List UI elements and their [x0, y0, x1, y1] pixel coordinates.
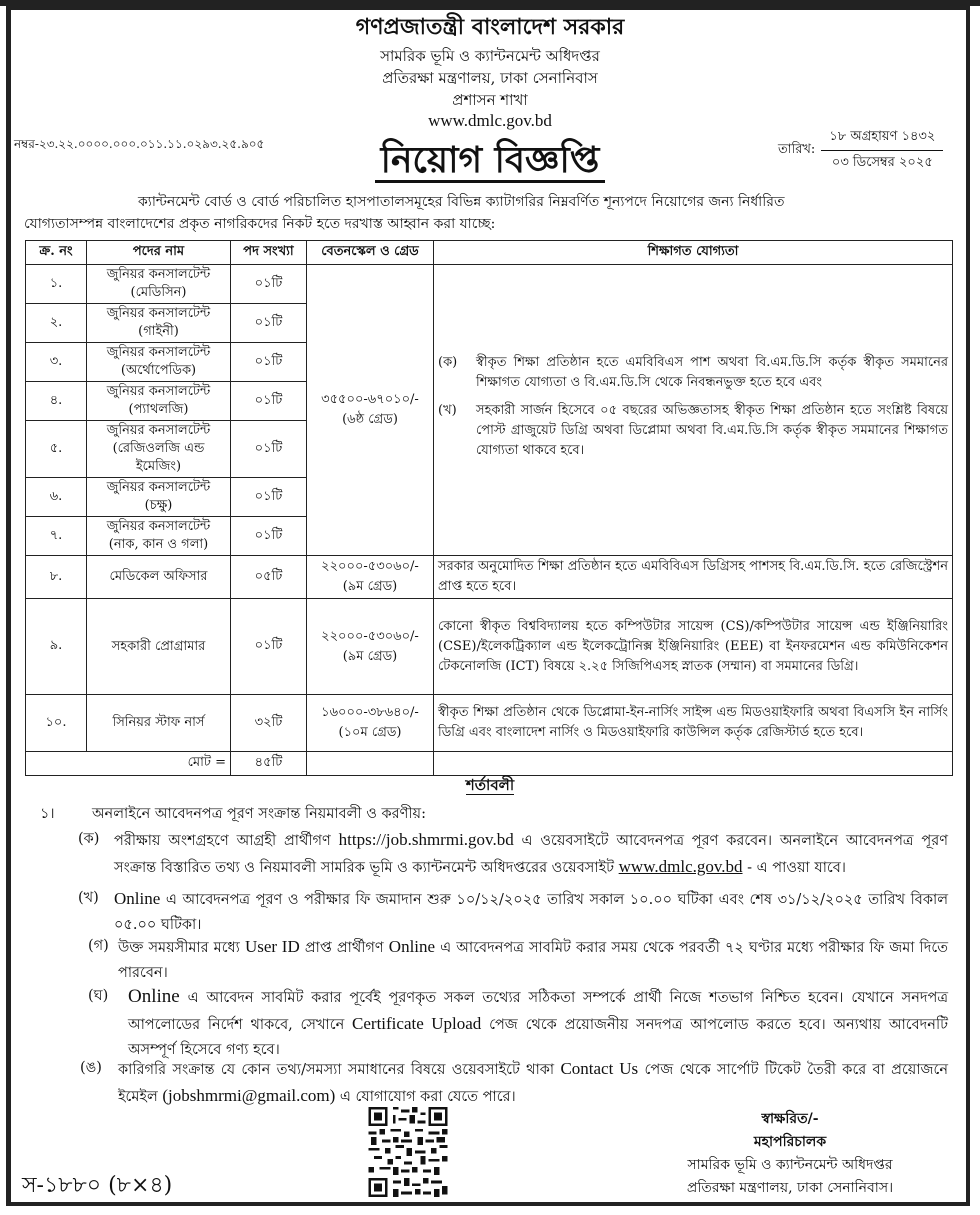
serial: ৫.: [26, 421, 87, 478]
website-link[interactable]: www.dmlc.gov.bd: [428, 111, 552, 130]
term-label: (গ): [88, 938, 109, 954]
dmlc-website-link[interactable]: www.dmlc.gov.bd: [618, 857, 743, 876]
qualification-label: (ক): [438, 355, 458, 370]
pay-scale-cell: [307, 695, 434, 752]
pay-scale-cell: [307, 556, 434, 599]
text: উক্ত সময়সীমার মধ্যে: [118, 940, 245, 956]
text: পরীক্ষায় অংশগ্রহণে আগ্রহী প্রার্থীগণ: [114, 833, 339, 849]
post-name: সহকারী প্রোগ্রামার: [87, 599, 231, 695]
col-post-count: পদ সংখ্যা: [231, 241, 307, 265]
post-count: ০১টি: [231, 304, 307, 343]
branch-name: প্রশাসন শাখা: [452, 91, 528, 109]
text: Online: [114, 889, 161, 908]
post-name: জুনিয়র কনসালটেন্ট (অর্থোপেডিক): [87, 343, 231, 382]
grade: (৯ম গ্রেড): [342, 579, 398, 594]
text: প্রাপ্ত প্রার্থীগণ: [299, 940, 389, 956]
text: Contact Us: [560, 1059, 639, 1078]
department-name: সামরিক ভূমি ও ক্যান্টনমেন্ট অধিদপ্তর: [380, 47, 600, 65]
term-umo-text: [80, 1056, 948, 1110]
date-bangla: ১৮ অগ্রহায়ণ ১৪৩২: [821, 127, 943, 151]
text: User ID: [244, 937, 300, 956]
serial: ৮.: [26, 556, 87, 599]
qualification: স্বীকৃত শিক্ষা প্রতিষ্ঠান থেকে ডিপ্লোমা-ইন-নার্সিং সাইন্স এন্ড মিডওয়াইফারি অথবা বিএসসি ইন নার্সিং ডিগ্রি এবং বাংলাদেশ নার্সিং ও মিডওয়াইফারি কাউন্সিল কর্তৃক রেজিস্টার্ড হতে হবে।: [434, 695, 953, 752]
serial: ৪.: [26, 382, 87, 421]
signatory-ministry: প্রতিরক্ষা মন্ত্রণালয়, ঢাকা সেনানিবাস।: [686, 1180, 894, 1196]
pay-scale: ২২০০০-৫৩০৬০/-: [321, 628, 419, 644]
term-label: (খ): [78, 890, 99, 906]
vacancy-table: [25, 240, 953, 776]
support-email-link[interactable]: (jobshmrmi@gmail.com): [162, 1086, 336, 1105]
terms-title-wrap: [0, 774, 980, 799]
grade: (১০ম গ্রেড): [338, 725, 402, 740]
qualification-text: স্বীকৃত শিক্ষা প্রতিষ্ঠান হতে এমবিবিএস পাশ অথবা বি.এম.ডি.সি কর্তৃক স্বীকৃত সমমানের শিক্ষাগত যোগ্যতা ও বি.এম.ডি.সি থেকে নিবন্ধনভুক্ত হতে হবে এবং: [476, 355, 948, 390]
term-1: [40, 802, 940, 827]
col-post-name: পদের নাম: [87, 241, 231, 265]
term-label: (ক): [78, 831, 100, 847]
print-code: স-১৮৮০ (৮×৪): [22, 1173, 173, 1198]
ministry-name: প্রতিরক্ষা মন্ত্রণালয়, ঢাকা সেনানিবাস: [382, 69, 598, 87]
signatory-department: সামরিক ভূমি ও ক্যান্টনমেন্ট অধিদপ্তর: [687, 1157, 893, 1173]
serial: ৬.: [26, 478, 87, 517]
post-count: ০১টি: [231, 265, 307, 304]
intro-line-2: যোগ্যতাসম্পন্ন বাংলাদেশের প্রকৃত নাগরিকদের নিকট হতে দরখাস্ত আহ্বান করা যাচ্ছে:: [24, 216, 496, 232]
term-kha-text: [78, 886, 948, 938]
table-row: [26, 599, 953, 695]
col-qualification: শিক্ষাগত যোগ্যতা: [434, 241, 953, 265]
pay-scale-cell: [307, 599, 434, 695]
post-count: ০১টি: [231, 382, 307, 421]
table-row: [26, 695, 953, 752]
empty-cell: [307, 752, 434, 776]
text: এ আবেদন সাবমিট করার পূর্বেই পূরণকৃত সকল তথ্যের সঠিকতা সম্পর্কে প্রার্থী নিজে শতভাগ নিশ্চিত হবেন। যেখানে সনদপত্র আপলোডের নির্দেশ থাকবে, সেখানে: [128, 990, 948, 1033]
post-count: ০১টি: [231, 478, 307, 517]
notice-title-wrap: [0, 139, 980, 183]
term-ga-text: [88, 934, 948, 986]
pay-scale: ১৬০০০-৩৮৬৪০/-: [321, 705, 419, 720]
serial: ৯.: [26, 599, 87, 695]
qualification-label: (খ): [438, 403, 457, 418]
notice-title: নিয়োগ বিজ্ঞপ্তি: [375, 142, 606, 183]
post-count: ০১টি: [231, 421, 307, 478]
text: এ আবেদনপত্র সাবমিট করার সময় থেকে পরবর্তী ৭২ ঘণ্টার মধ্যে পরীক্ষার ফি জমা দিতে পারবেন।: [118, 940, 949, 981]
col-serial: ক্র. নং: [26, 241, 87, 265]
empty-cell: [434, 752, 953, 776]
term-1-title: অনলাইনে আবেদনপত্র পূরণ সংক্রান্ত নিয়মাবলী ও করণীয়:: [92, 806, 426, 822]
serial: ৭.: [26, 517, 87, 556]
text: - এ পাওয়া যাবে।: [742, 860, 846, 876]
signed-label: স্বাক্ষরিত/-: [761, 1111, 819, 1127]
post-name: জুনিয়র কনসালটেন্ট (প্যাথলজি): [87, 382, 231, 421]
government-title: গণপ্রজাতন্ত্রী বাংলাদেশ সরকার: [355, 14, 625, 40]
qualification-item: [438, 401, 948, 461]
text: Certificate Upload: [352, 1014, 482, 1033]
text: এ আবেদনপত্র পূরণ ও পরীক্ষার ফি জমাদান শুরু ১০/১২/২০২৫ তারিখ সকাল ১০.০০ ঘটিকা এবং শেষ ৩১/১২/২০২৫ তারিখ বিকাল ০৫.০০ ঘটিকা।: [114, 892, 948, 933]
table-row: [26, 265, 953, 304]
post-count: ০১টি: [231, 343, 307, 382]
signatory-designation: মহাপরিচালক: [753, 1134, 827, 1150]
post-name: জুনিয়র কনসালটেন্ট (রেজিওলজি এন্ড ইমেজিং): [87, 421, 231, 478]
date-english: ০৩ ডিসেম্বর ২০২৫: [831, 155, 933, 170]
total-row: [26, 752, 953, 776]
date-label: তারিখ:: [778, 142, 816, 157]
pay-scale: ২২০০০-৫৩০৬০/-: [321, 559, 419, 574]
post-name: জুনিয়র কনসালটেন্ট (গাইনী): [87, 304, 231, 343]
serial: ১.: [26, 265, 87, 304]
table-row: [26, 556, 953, 599]
pay-scale: ৩৫৫০০-৬৭০১০/-: [321, 392, 419, 407]
serial: ৩.: [26, 343, 87, 382]
term-number: ১।: [40, 806, 55, 822]
term-kha: [78, 886, 948, 938]
terms-title: শর্তাবলী: [465, 776, 515, 794]
post-name: জুনিয়র কনসালটেন্ট (মেডিসিন): [87, 265, 231, 304]
term-label: (ঘ): [88, 988, 109, 1004]
text: Online: [388, 937, 436, 956]
qualification: সরকার অনুমোদিত শিক্ষা প্রতিষ্ঠান হতে এমবিবিএস ডিগ্রিসহ পাশসহ বি.এম.ডি.সি. হতে রেজিস্ট্রেশন প্রাপ্ত হতে হবে।: [434, 556, 953, 599]
post-count: ০১টি: [231, 517, 307, 556]
qualification-text: সহকারী সার্জন হিসেবে ০৫ বছরের অভিজ্ঞতাসহ স্বীকৃত শিক্ষা প্রতিষ্ঠান হতে সংশ্লিষ্ট বিষয়ে পোস্ট গ্রাজুয়েট ডিগ্রি অথবা ডিপ্লোমা অথবা বি.এম.ডি.সি কর্তৃক স্বীকৃত সমমানের শিক্ষাগত যোগ্যতা থাকবে হবে।: [476, 403, 948, 458]
qualification-group1: [434, 265, 953, 556]
text: কারিগরি সংক্রান্ত যে কোন তথ্য/সমস্যা সমাধানের বিষয়ে ওয়েবসাইটে থাকা: [118, 1062, 561, 1078]
post-count: ০১টি: [231, 599, 307, 695]
text: পেজ থেকে সার্পোট টিকেট তৈরী করে বা প্রয়োজনে ইমেইল: [118, 1062, 948, 1105]
table-header-row: [26, 241, 953, 265]
total-label: মোট =: [26, 752, 231, 776]
qualification: কোনো স্বীকৃত বিশ্ববিদ্যালয় হতে কম্পিউটার সায়েন্স (CS)/কম্পিউটার সায়েন্স এন্ড ইঞ্জিনিয়ারিং (CSE)/ইলেকট্রিক্যাল এন্ড ইলেকট্রোনিক্স ইঞ্জিনিয়ারিং (EEE) বা ইনফরমেশন এন্ড কমিউনিকেশন টেকনোলজি (ICT) বিষয়ে ২.২৫ সিজিপিএসহ স্নাতক (সম্মান) বা সমমানের ডিগ্রি।: [434, 599, 953, 695]
total-count: ৪৫টি: [231, 752, 307, 776]
qr-code-icon[interactable]: [368, 1107, 448, 1197]
signature-block: [640, 1108, 940, 1200]
post-name: মেডিকেল অফিসার: [87, 556, 231, 599]
post-name: জুনিয়র কনসালটেন্ট (নাক, কান ও গলা): [87, 517, 231, 556]
intro-paragraph: [24, 191, 954, 235]
memo-number: নম্বর-২৩.২২.০০০০.০০০.০১১.১১.০২৯৩.২৫.৯০৫: [14, 137, 265, 151]
term-gha-text: [88, 984, 948, 1063]
post-name: সিনিয়র স্টাফ নার্স: [87, 695, 231, 752]
grade: (৯ম গ্রেড): [342, 648, 398, 664]
serial: ১০.: [26, 695, 87, 752]
serial: ২.: [26, 304, 87, 343]
intro-line-1: ক্যান্টনমেন্ট বোর্ড ও বোর্ড পরিচালিত হাসপাতালসমূহের বিভিন্ন ক্যাটাগরির নিম্নবর্ণিত শূন্যপদে নিয়োগের জন্য নির্ধারিত: [138, 194, 785, 210]
text: এ ওয়েবসাইটে আবেদনপত্র পূরণ করবেন। অনলাইনে আবেদনপত্র পূরণ সংক্রান্ত বিস্তারিত তথ্য ও নিয়মাবলী সামরিক ভূমি ও ক্যান্টনমেন্ট অধিদপ্তরের ওয়েবসাইট: [114, 833, 948, 876]
text: এ যোগাযোগ করা যেতে পারে।: [335, 1089, 516, 1105]
term-ga: [88, 934, 948, 986]
post-count: ৩২টি: [231, 695, 307, 752]
term-label: (ঙ): [80, 1060, 102, 1076]
term-ka: [78, 827, 948, 881]
qualification-item: [438, 353, 948, 393]
grade: (৬ষ্ঠ গ্রেড): [342, 412, 398, 427]
term-umo: [80, 1056, 948, 1110]
post-count: ০৫টি: [231, 556, 307, 599]
pay-scale-group1: [307, 265, 434, 556]
col-pay-scale: বেতনস্কেল ও গ্রেড: [307, 241, 434, 265]
application-url-link[interactable]: https://job.shmrmi.gov.bd: [338, 830, 514, 849]
term-ka-text: [78, 827, 948, 881]
text: Online: [128, 986, 180, 1007]
text: পেজ থেকে প্রয়োজনীয় সনদপত্র আপলোড করতে হবে। অন্যথায় আবেদনটি অসম্পূর্ণ হিসেবে গণ্য হবে।: [128, 1017, 948, 1058]
post-name: জুনিয়র কনসালটেন্ট (চক্ষু): [87, 478, 231, 517]
term-gha: [88, 984, 948, 1063]
